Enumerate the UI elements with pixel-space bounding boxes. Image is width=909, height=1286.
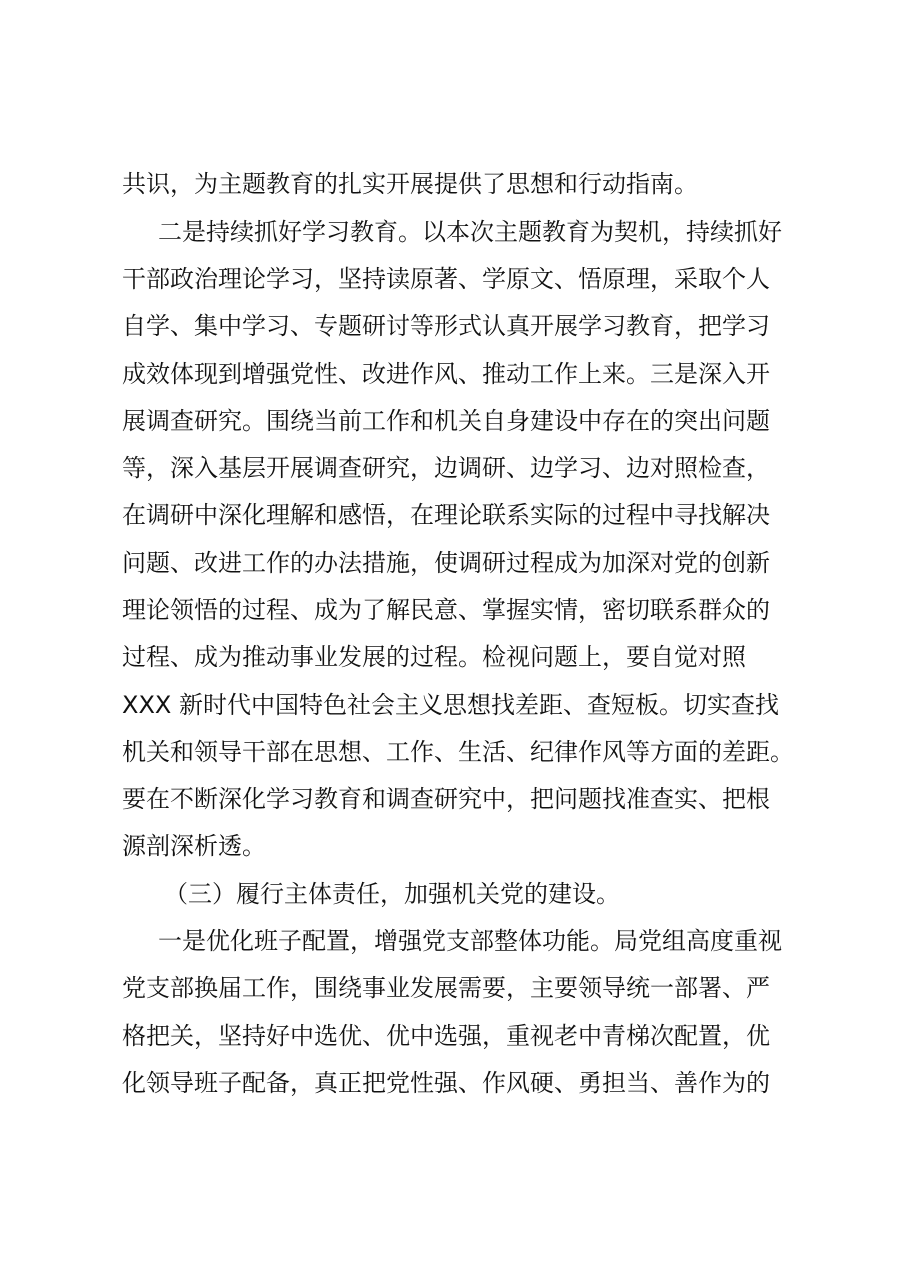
text-line: 格把关，坚持好中选优、优中选强，重视老中青梯次配置，优	[122, 1022, 770, 1050]
text-line: 化领导班子配备，真正把党性强、作风硬、勇担当、善作为的	[122, 1069, 770, 1097]
text-line: 二是持续抓好学习教育。以本次主题教育为契机，持续抓好	[158, 218, 782, 246]
text-line: 机关和领导干部在思想、工作、生活、纪律作风等方面的差距。	[122, 738, 794, 766]
text-line: 等，深入基层开展调查研究，边调研、边学习、边对照检查，	[122, 454, 770, 482]
text-line: 理论领悟的过程、成为了解民意、掌握实情，密切联系群众的	[122, 596, 770, 624]
text-line: 源剖深析透。	[122, 832, 266, 860]
text-line: 过程、成为推动事业发展的过程。检视问题上，要自觉对照	[122, 643, 746, 671]
text-line: 党支部换届工作，围绕事业发展需要，主要领导统一部署、严	[122, 974, 770, 1002]
text-line: 要在不断深化学习教育和调查研究中，把问题找准查实、把根	[122, 785, 770, 813]
text-line: 干部政治理论学习，坚持读原著、学原文、悟原理，采取个人	[122, 265, 770, 293]
text-line: 共识，为主题教育的扎实开展提供了思想和行动指南。	[122, 170, 698, 198]
text-line: 自学、集中学习、专题研讨等形式认真开展学习教育，把学习	[122, 312, 770, 340]
text-line: 成效体现到增强党性、改进作风、推动工作上来。三是深入开	[122, 360, 770, 388]
text-line: 在调研中深化理解和感悟，在理论联系实际的过程中寻找解决	[122, 501, 770, 529]
text-line: XXX 新时代中国特色社会主义思想找差距、查短板。切实查找	[122, 691, 779, 719]
text-line: 问题、改进工作的办法措施，使调研过程成为加深对党的创新	[122, 549, 770, 577]
text-line: 展调查研究。围绕当前工作和机关自身建设中存在的突出问题	[122, 407, 770, 435]
section-heading: （三）履行主体责任，加强机关党的建设。	[164, 880, 620, 908]
text-line: 一是优化班子配置，增强党支部整体功能。局党组高度重视	[158, 927, 782, 955]
